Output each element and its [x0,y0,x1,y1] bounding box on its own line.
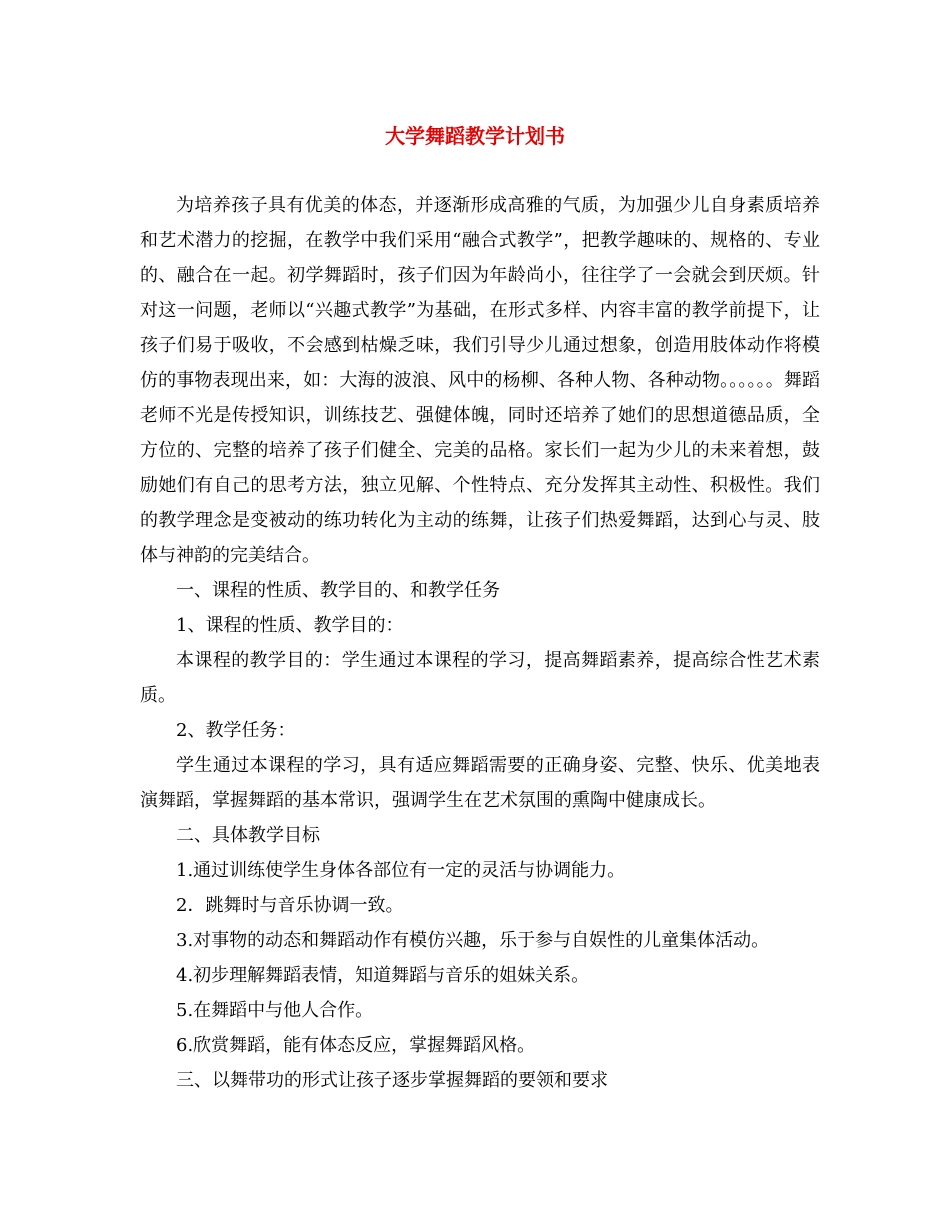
list-item-goal-6: 6.欣赏舞蹈，能有体态反应，掌握舞蹈风格。 [176,1035,536,1056]
list-item-goal-3: 3.对事物的动态和舞蹈动作有模仿兴趣，乐于参与自娱性的儿童集体活动。 [176,930,770,951]
heading-section-1: 一、课程的性质、教学目的、和教学任务 [176,580,500,601]
list-item-goal-4: 4.初步理解舞蹈表情，知道舞蹈与音乐的姐妹关系。 [176,965,590,986]
heading-section-2: 二、具体教学目标 [176,825,320,846]
subheading-1-1: 1、课程的性质、教学目的： [176,615,404,636]
paragraph-teaching-tasks: 学生通过本课程的学习，具有适应舞蹈需要的正确身姿、完整、快乐、优美地表演舞蹈，掌握舞蹈的基本常识，强调学生在艺术氛围的熏陶中健康成长。 [140,755,820,811]
list-item-goal-5: 5.在舞蹈中与他人合作。 [176,1000,374,1021]
list-item-goal-1: 1.通过训练使学生身体各部位有一定的灵活与协调能力。 [176,860,626,881]
subheading-1-2: 2、教学任务： [176,720,296,741]
document-body [140,188,820,1098]
list-item-goal-2: 2．跳舞时与音乐协调一致。 [176,895,404,916]
paragraph-intro: 为培养孩子具有优美的体态，并逐渐形成高雅的气质，为加强少儿自身素质培养和艺术潜力的挖掘，在教学中我们采用“融合式教学”，把教学趣味的、规格的、专业的、融合在一起。初学舞蹈时，孩子们因为年龄尚小，往往学了一会就会到厌烦。针对这一问题，老师以“兴趣式教学”为基础，在形式多样、内容丰富的教学前提下，让孩子们易于吸收，不会感到枯燥乏味，我们引导少儿通过想象，创造用肢体动作将模仿的事物表现出来，如：大海的波浪、风中的杨柳、各种人物、各种动物。。。。。。舞蹈老师不光是传授知识，训练技艺、强健体魄，同时还培养了她们的思想道德品质，全方位的、完整的培养了孩子们健全、完美的品格。家长们一起为少儿的未来着想，鼓励她们有自己的思考方法，独立见解、个性特点、充分发挥其主动性、积极性。我们的教学理念是变被动的练功转化为主动的练舞，让孩子们热爱舞蹈，达到心与灵、肢体与神韵的完美结合。 [140,195,820,566]
heading-section-3: 三、以舞带功的形式让孩子逐步掌握舞蹈的要领和要求 [176,1070,608,1091]
document-title: 大学舞蹈教学计划书 [385,124,565,148]
paragraph-course-purpose: 本课程的教学目的：学生通过本课程的学习，提高舞蹈素养，提高综合性艺术素质。 [140,650,820,706]
